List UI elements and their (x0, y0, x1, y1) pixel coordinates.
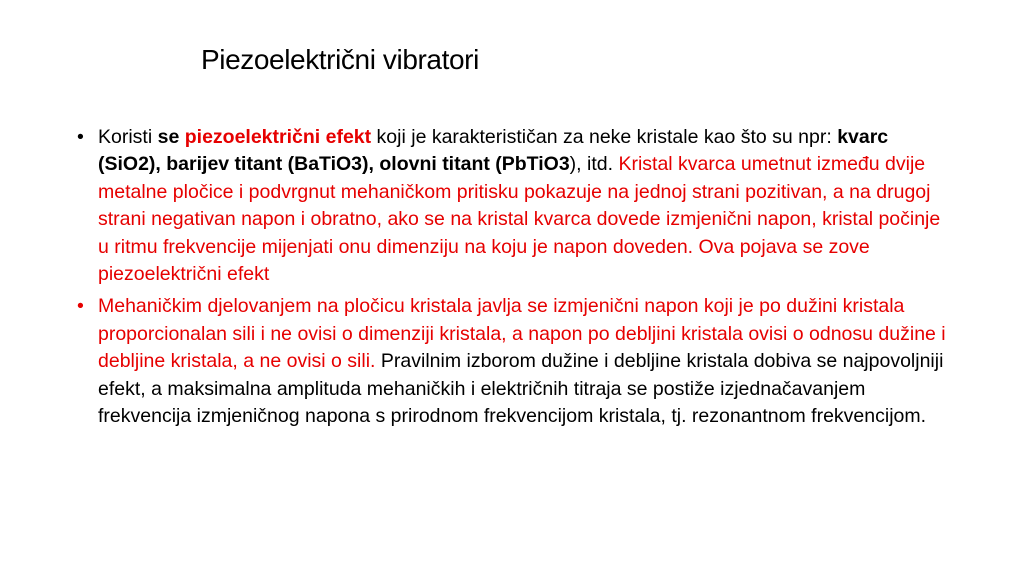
bullet-list (74, 124, 954, 435)
text-segment-bold: se (157, 126, 180, 148)
bullet-dot-icon: • (77, 126, 84, 148)
text-segment: Pravilnim izborom dužine i debljine kristala dobiva se najpovoljniji efekt, a maksimalna amplituda mehaničkih i električnih titraja se postiže izjednačavanjem frekvencija izmjeničnog napona s prirodnom frekvencijom kristala, tj. rezonantnom frekvencijom. (98, 350, 944, 428)
text-segment: koji je karakterističan za neke kristale kao što su npr: (371, 126, 838, 148)
text-segment: ), itd. (569, 153, 619, 176)
text-segment: Koristi (98, 126, 158, 148)
definition-text: Kristal kvarca umetnut između dvije metalne pločice i podvrgnut mehaničkom pritisku pokazuje na jednoj strani pozitivan, a na drugoj strani negativan napon i obratno, ako se na kristal kvarca dovede izmjenični napon, kristal počinje u ritmu frekvencije mijenjati onu dimenziju na koju je napon doveden. Ova pojava se zove piezoelektrični efekt (98, 153, 941, 286)
crystal-examples: kvarc (SiO2), barijev titant (BaTiO3), olovni titant (PbTiO3 (98, 126, 889, 176)
bullet-item (74, 124, 954, 288)
bullet-item (74, 293, 954, 430)
highlight-term: piezoelektrični efekt (184, 126, 372, 148)
highlight-text: Mehaničkim djelovanjem na pločicu kristala javlja se izmjenični napon koji je po dužini kristala proporcionalan sili i ne ovisi o dimenziji kristala, a napon po debljini kristala ovisi o odnosu dužine i debljine kristala, a ne ovisi o sili. (98, 295, 946, 373)
slide-title: Piezoelektrični vibratori (201, 44, 479, 75)
bullet-dot-icon: • (77, 295, 84, 318)
